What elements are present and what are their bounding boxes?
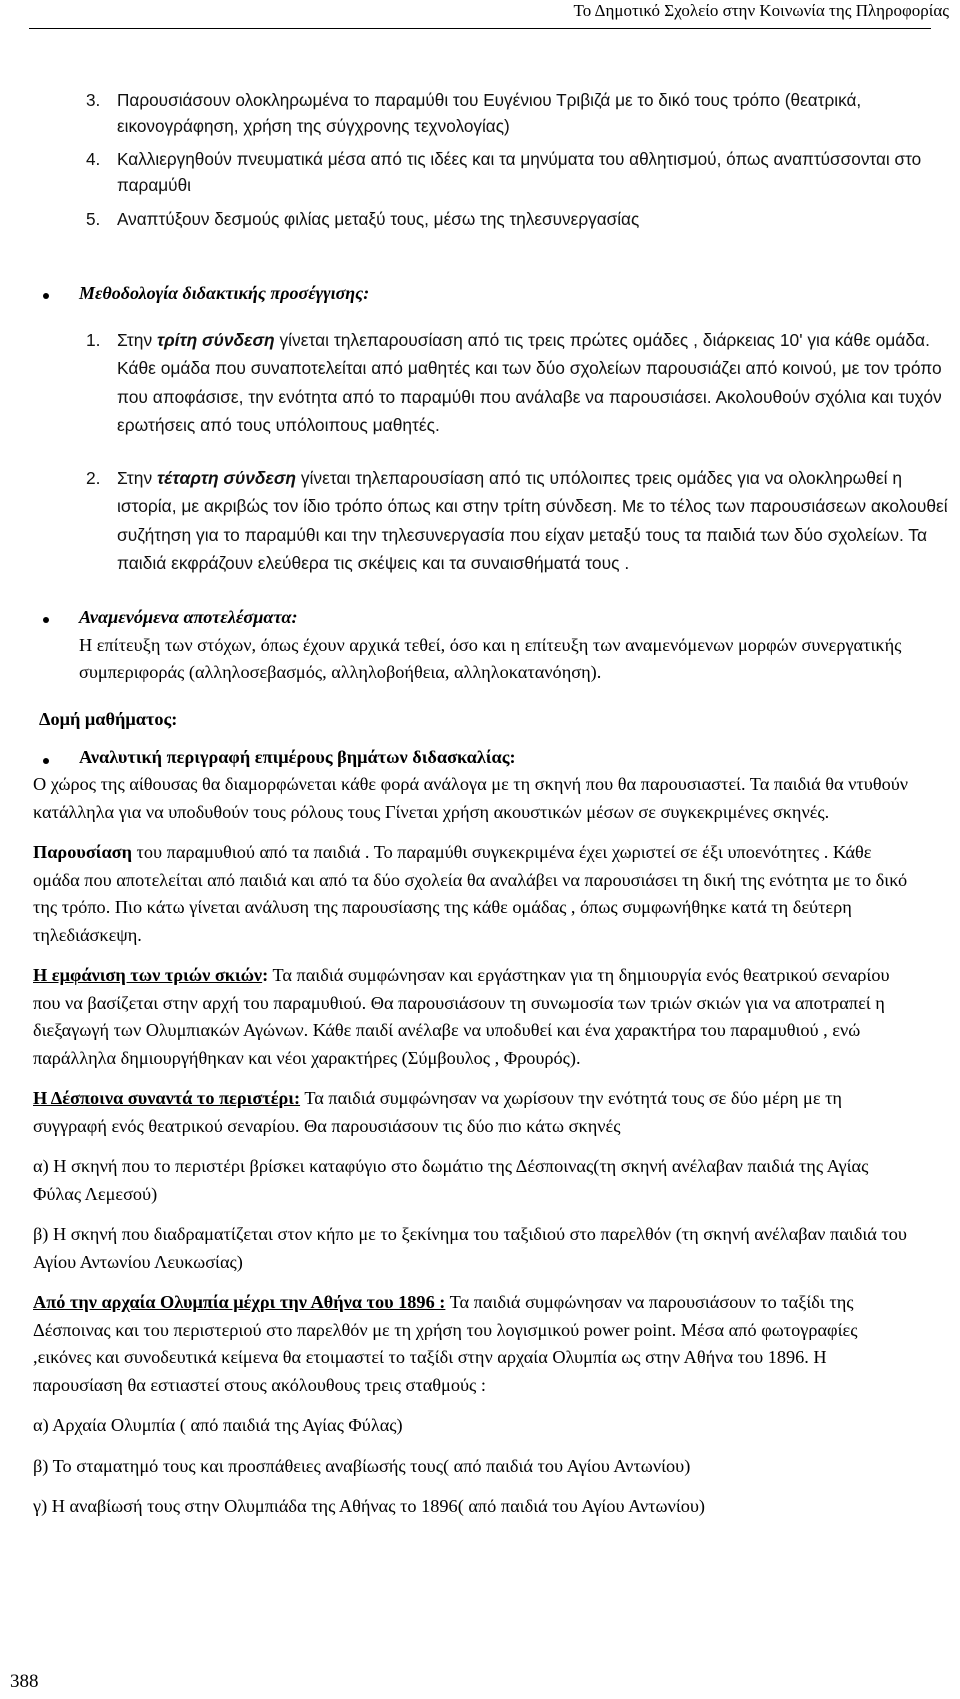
bullet-icon [43, 758, 49, 764]
paragraph-setting: Ο χώρος της αίθουσας θα διαμορφώνεται κάθε φορά ανάλογα με τη σκηνή που θα παρουσιαστεί. Τα παιδιά θα ντυθούν κατάλληλα για να υποδυθούν τους ρόλους τους Γίνεται χρήση ακουστικών μέσων σε συγκεκριμένες σκηνές. [33, 774, 909, 822]
station-c: γ) Η αναβίωσή τους στην Ολυμπιάδα της Αθήνας το 1896( από παιδιά του Αγίου Αντωνίου) [33, 1496, 706, 1516]
paragraph-presentation: Παρουσίαση του παραμυθιού από τα παιδιά . Το παραμύθι συγκεκριμένα έχει χωριστεί σε έξι υποενότητες . Κάθε ομάδα που αποτελείται από παιδιά και από τα δύο σχολεία θα αναλάβει να παρουσιάσει τη δική της ενότητα με το δικό της τρόπο. Πιο κάτω γίνεται ανάλυση της παρουσίασης της κάθε ομάδας , όπως συμφωνήθηκε κατά τη δεύτερη τηλεδιάσκεψη. [33, 842, 908, 945]
header-divider [29, 28, 931, 29]
paragraph-olympia-athens: Από την αρχαία Ολυμπία μέχρι την Αθήνα του 1896 : Τα παιδιά συμφώνησαν να παρουσιάσουν το ταξίδι της Δέσποινας και του περιστεριού στο παρελθόν με τη χρήση του λογισμικού power point. Μέσα από φωτογραφίες ,εικόνες και συνοδευτικά κείμενα θα ετοιμαστεί το ταξίδι στην αρχαία Ολυμπία ως στην Αθήνα του 1896. Η παρουσίαση θα εστιαστεί στους ακόλουθους τρεις σταθμούς : [33, 1292, 858, 1395]
methodology-heading: Μεθοδολογία διδακτικής προσέγγισης: [79, 283, 370, 303]
expected-text: Η επίτευξη των στόχων, όπως έχουν αρχικά τεθεί, όσο και η επίτευξη των αναμενόμενων μορφών συνεργατικής συμπεριφοράς (αλληλοσεβασμός, αλληλοβοήθεια, αλληλοκατανόηση). [79, 634, 902, 682]
methodology-text: Στην τρίτη σύνδεση γίνεται τηλεπαρουσίαση από τις τρεις πρώτες ομάδες , διάρκειας 10' για κάθε ομάδα. Κάθε ομάδα που συναποτελείται από μαθητές και των δύο σχολείων παρουσιάζει από κοινού, με τον τρόπο που αποφάσισε, την ενότητα από το παραμύθι που ανάλαβε να παρουσιάσει. Ακολουθούν σχόλια και τυχόν ερωτήσεις από τους υπόλοιπους μαθητές. [117, 330, 942, 435]
section-title: Η Δέσποινα συναντά το περιστέρι: [33, 1088, 301, 1108]
methodology-text: Στην τέταρτη σύνδεση γίνεται τηλεπαρουσίαση από τις υπόλοιπες τρεις ομάδες για να ολοκληρωθεί η ιστορία, με ακριβώς τον ίδιο τρόπο όπως και στην τρίτη σύνδεση. Με το τέλος των παρουσιάσεων ακολουθεί συζήτηση για το παραμύθι και την τηλεσυνεργασία που είχαν μεταξύ τους τα παιδιά των δύο σχολείων. Τα παιδιά εκφράζουν ελεύθερα τις σκέψεις και τα συναισθήματά τους . [117, 468, 948, 574]
emphasis: τέταρτη σύνδεση [157, 468, 297, 488]
objective-text: Παρουσιάσουν ολοκληρωμένα το παραμύθι του Ευγένιου Τριβιζά με το δικό τους τρόπο (θεατρικά, εικονογράφηση, χρήση της σύγχρονης τεχνολογίας) [117, 90, 862, 136]
running-header: Το Δημοτικό Σχολείο στην Κοινωνία της Πληροφορίας [573, 1, 949, 20]
objective-number: 5. [86, 209, 101, 229]
steps-content [33, 771, 918, 1521]
methodology-number: 1. [86, 330, 101, 350]
steps-heading: Αναλυτική περιγραφή επιμέρους βημάτων διδασκαλίας: [79, 747, 516, 767]
paragraph-despoina-dove: Η Δέσποινα συναντά το περιστέρι: Τα παιδιά συμφώνησαν να χωρίσουν την ενότητά τους σε δύο μέρη με τη συγγραφή ενός θεατρικού σεναρίου. Θα παρουσιάσουν τις δύο πιο κάτω σκηνές [33, 1088, 842, 1136]
section-title: Η εμφάνιση των τριών σκιών [33, 965, 263, 985]
emphasis: Παρουσίαση [33, 842, 132, 862]
station-b: β) Το σταματημό τους και προσπάθειες αναβίωσής τους( από παιδιά του Αγίου Αντωνίου) [33, 1455, 691, 1476]
objective-number: 3. [86, 90, 101, 110]
expected-heading: Αναμενόμενα αποτελέσματα: [79, 607, 298, 627]
methodology-number: 2. [86, 468, 101, 488]
emphasis: τρίτη σύνδεση [157, 330, 275, 350]
scene-b: β) Η σκηνή που διαδραματίζεται στον κήπο με το ξεκίνημα του ταξιδιού στο παρελθόν (τη σκηνή ανέλαβαν παιδιά του Αγίου Αντωνίου Λευκωσίας) [33, 1224, 907, 1272]
station-a: α) Αρχαία Ολυμπία ( από παιδιά της Αγίας Φύλας) [33, 1415, 403, 1435]
bullet-icon [43, 293, 49, 299]
scene-a: α) Η σκηνή που το περιστέρι βρίσκει καταφύγιο στο δωμάτιο της Δέσποινας(τη σκηνή ανέλαβαν παιδιά της Αγίας Φύλας Λεμεσού) [33, 1156, 869, 1204]
page-number: 388 [10, 1671, 39, 1692]
paragraph-three-shadows: Η εμφάνιση των τριών σκιών: Τα παιδιά συμφώνησαν και εργάστηκαν για τη δημιουργία ενός θεατρικού σεναρίου που να βασίζεται στην αρχή του παραμυθιού. Θα παρουσιάσουν τη συνωμοσία των τριών σκιών για να αποτραπεί η διεξαγωγή των Ολυμπιακών Αγώνων. Κάθε παιδί ανέλαβε να υποδυθεί και ένα χαρακτήρα του παραμυθιού , ενώ παράλληλα δημιουργήθηκαν και νέοι χαρακτήρες (Σύμβουλος , Φρουρός). [33, 965, 890, 1068]
objective-number: 4. [86, 149, 101, 169]
expected-results [79, 604, 919, 687]
bullet-icon [43, 617, 49, 623]
objective-text: Αναπτύξουν δεσμούς φιλίας μεταξύ τους, μέσω της τηλεσυνεργασίας [117, 209, 640, 229]
structure-heading: Δομή μαθήματος: [39, 709, 178, 729]
section-title: Από την αρχαία Ολυμπία μέχρι την Αθήνα του 1896 : [33, 1292, 446, 1312]
objective-text: Καλλιεργηθούν πνευματικά μέσα από τις ιδέες και τα μηνύματα του αθλητισμού, όπως αναπτύσσονται στο παραμύθι [117, 149, 922, 195]
